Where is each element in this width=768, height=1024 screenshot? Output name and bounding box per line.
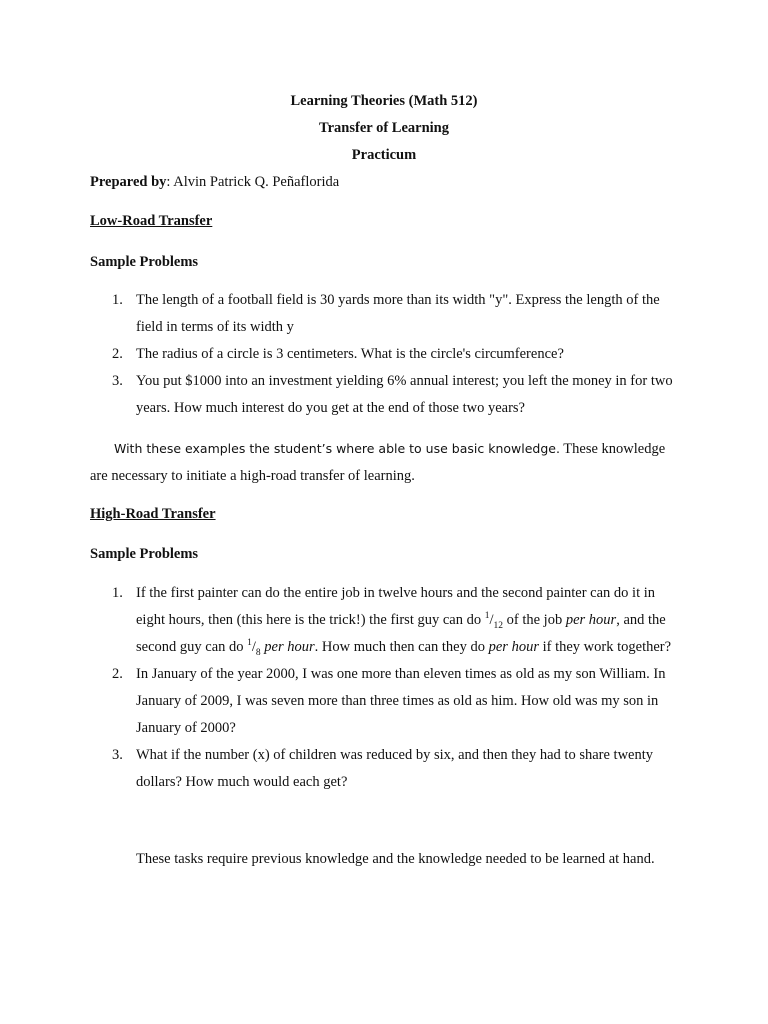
author-name: Alvin Patrick Q. Peñaflorida (173, 174, 340, 190)
document-title: Learning Theories (Math 512) (290, 93, 478, 109)
low-road-sample-heading: Sample Problems (90, 254, 199, 270)
list-item-number: 3. (112, 747, 123, 763)
list-item-number: 1. (112, 292, 123, 308)
prepared-by-colon: : (166, 174, 171, 190)
document-subtitle: Transfer of Learning (319, 120, 449, 136)
list-item-text: What if the number (x) of children was reduced by six, and then they had to share twenty dollars? How much would each get? (136, 747, 654, 790)
high-road-heading: High-Road Transfer (90, 506, 216, 522)
fraction-denominator: 12 (493, 620, 503, 631)
fraction-numerator: 1 (247, 638, 252, 649)
list-item-number: 3. (112, 373, 123, 389)
list-item (90, 661, 680, 742)
document-practicum: Practicum (351, 147, 417, 163)
emphasis-per-hour: per hour (488, 639, 539, 655)
list-item (90, 287, 680, 341)
low-road-heading: Low-Road Transfer (90, 213, 213, 229)
low-road-note (90, 435, 680, 490)
list-item-text: In January of the year 2000, I was one more than eleven times as old as my son William. In January of 2009, I was seven more than three times as old as him. How old was my son in January of 2000? (136, 666, 666, 736)
closing-paragraph: These tasks require previous knowledge and the knowledge needed to be learned at hand. (136, 851, 655, 867)
list-item-number: 2. (112, 666, 123, 682)
list-item (90, 368, 680, 422)
list-item (90, 742, 680, 796)
list-item-text: The length of a football field is 30 yards more than its width "y". Express the length of the field in terms of its width y (136, 292, 660, 335)
fraction-numerator: 1 (484, 611, 490, 622)
list-item (90, 341, 680, 368)
high-road-problem-list (90, 580, 680, 796)
emphasis-per-hour: per hour (264, 639, 315, 655)
list-item-number: 1. (112, 585, 123, 601)
emphasis-per-hour: per hour (565, 612, 617, 628)
fraction-denominator: 8 (255, 647, 261, 658)
list-item (90, 580, 680, 661)
list-item-text: The radius of a circle is 3 centimeters. What is the circle's circumference? (136, 346, 564, 362)
prepared-by-line (90, 174, 339, 191)
low-road-note-rest: These knowledge are necessary to initiate a high-road transfer of learning. (90, 441, 666, 484)
list-item-text: You put $1000 into an investment yielding 6% annual interest; you left the money in for two years. How much interest do you get at the end of those two years? (136, 373, 673, 416)
prepared-by-label: Prepared by (90, 174, 167, 190)
list-item-text: If the first painter can do the entire job in twelve hours and the second painter can do it in eight hours, then (this here is the trick!) the first guy can do $^1/_{12}$ of the job per hour, and the second guy can do $^1/_8$ per hour. How much then can they do per hour if they work together? (136, 585, 672, 658)
high-road-sample-heading: Sample Problems (90, 546, 199, 562)
list-item-number: 2. (112, 346, 123, 362)
low-road-problem-list (90, 287, 680, 422)
low-road-note-lead: With these examples the student’s where able to use basic knowledge. (114, 441, 560, 456)
